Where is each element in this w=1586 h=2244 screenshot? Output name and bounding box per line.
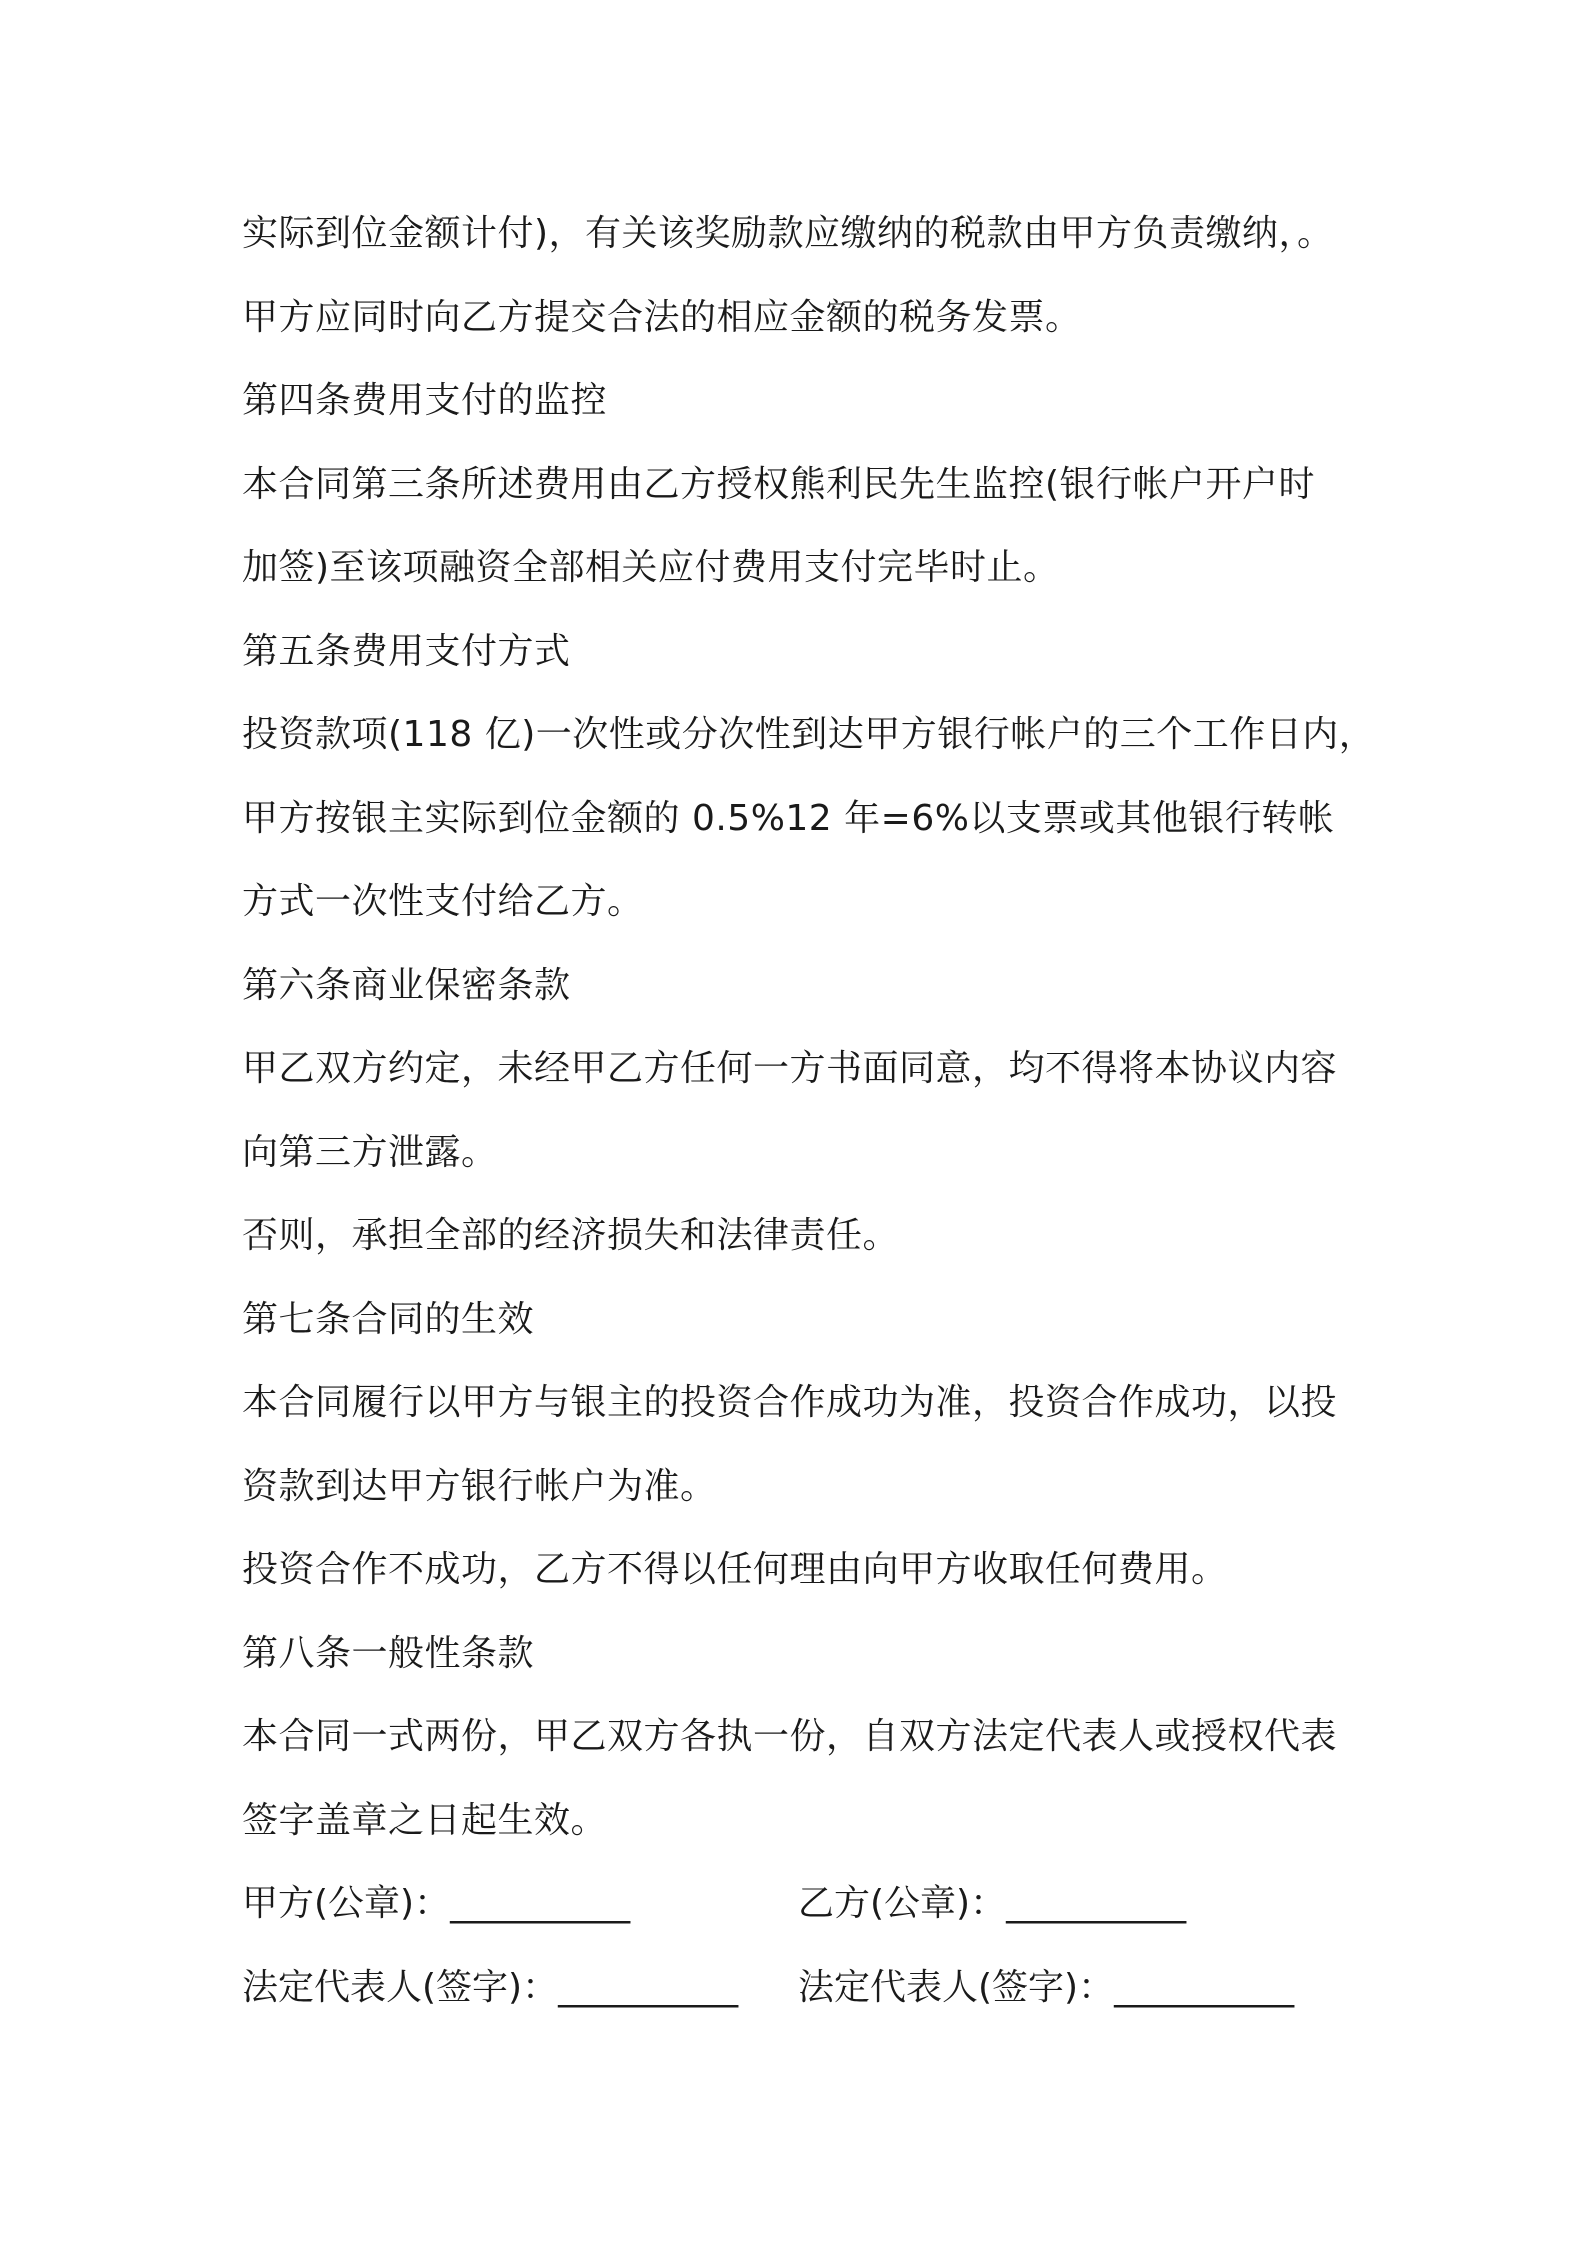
party-b-representative-field: 法定代表人(签字)：__________ (798, 1966, 1295, 2008)
signature-row-representative (242, 1946, 1372, 2030)
paragraph-line: 实际到位金额计付)，有关该奖励款应缴纳的税款由甲方负责缴纳，。 (242, 213, 1334, 254)
paragraph-line: 加签)至该项融资全部相关应付费用支付完毕时止。 (242, 547, 1060, 588)
paragraph-line: 甲方按银主实际到位金额的 0.5%12 年=6%以支票或其他银行转帐 (242, 797, 1335, 839)
paragraph-line: 签字盖章之日起生效。 (242, 1799, 608, 1841)
paragraph-line: 资款到达甲方银行帐户为准。 (242, 1465, 717, 1507)
section-heading: 第五条费用支付方式 (242, 630, 571, 672)
section-heading: 第四条费用支付的监控 (242, 380, 608, 421)
party-b-seal-field: 乙方(公章)：__________ (798, 1883, 1187, 1924)
paragraph-line: 甲乙双方约定，未经甲乙方任何一方书面同意，均不得将本协议内容 (242, 1048, 1338, 1089)
document-body (242, 192, 1376, 2029)
paragraph-line: 否则，承担全部的经济损失和法律责任。 (242, 1215, 900, 1256)
signature-row-seal (242, 1862, 1372, 1946)
party-a-seal-field: 甲方(公章)：__________ (242, 1883, 631, 1924)
paragraph-line: 投资合作不成功，乙方不得以任何理由向甲方收取任何费用。 (242, 1549, 1228, 1590)
paragraph-line: 本合同第三条所述费用由乙方授权熊利民先生监控(银行帐户开户时 (242, 463, 1316, 505)
paragraph-line: 方式一次性支付给乙方。 (242, 881, 644, 922)
section-heading: 第七条合同的生效 (242, 1298, 535, 1340)
section-heading: 第八条一般性条款 (242, 1632, 535, 1674)
section-heading: 第六条商业保密条款 (242, 964, 571, 1006)
paragraph-line: 本合同履行以甲方与银主的投资合作成功为准，投资合作成功，以投 (242, 1382, 1338, 1423)
paragraph-line: 本合同一式两份，甲乙双方各执一份，自双方法定代表人或授权代表 (242, 1716, 1338, 1757)
paragraph-line: 向第三方泄露。 (242, 1131, 498, 1173)
paragraph-line: 投资款项(118 亿)一次性或分次性到达甲方银行帐户的三个工作日内， (242, 714, 1376, 755)
party-a-representative-field: 法定代表人(签字)：__________ (242, 1966, 739, 2008)
paragraph-line: 甲方应同时向乙方提交合法的相应金额的税务发票。 (242, 296, 1082, 338)
